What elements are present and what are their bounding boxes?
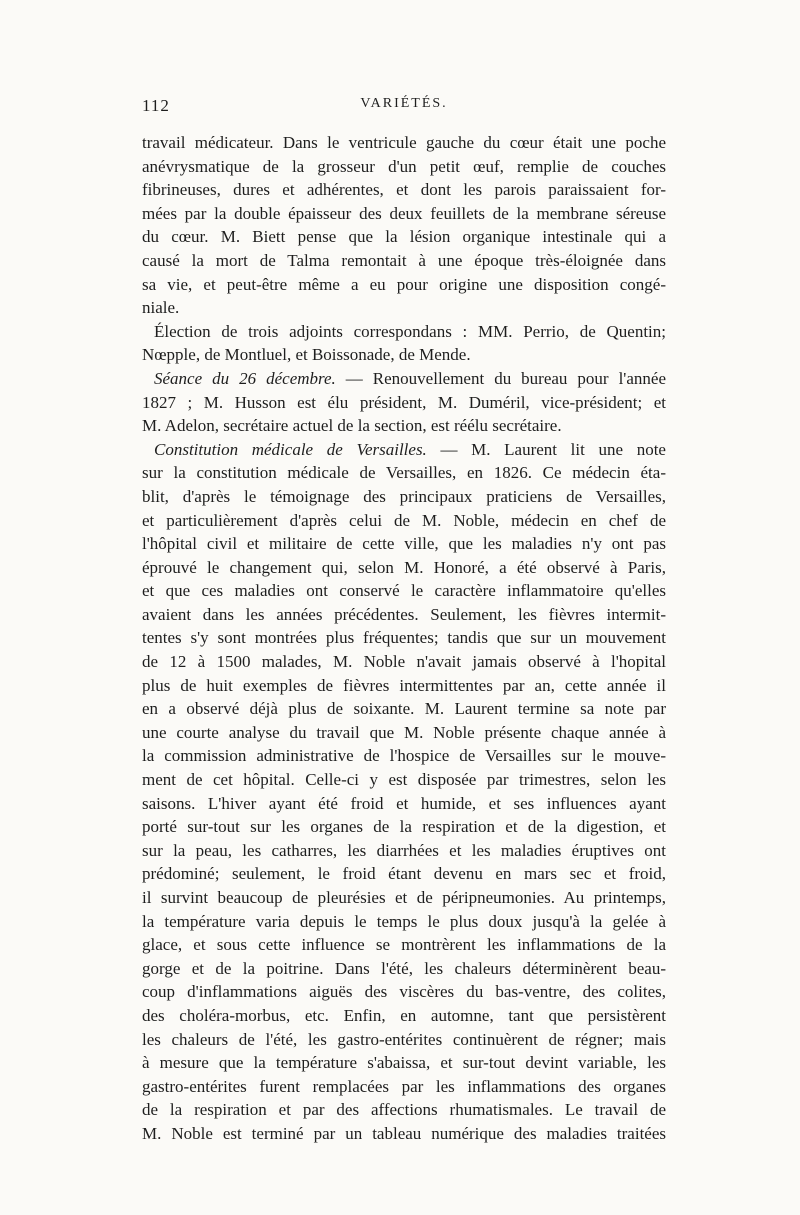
text-line: la commission administrative de l'hospice de Versailles sur le mouve- (142, 746, 666, 766)
text-line: il survint beaucoup de pleurésies et de péripneumonies. Au printemps, (142, 888, 666, 907)
text-line: avaient dans les années précédentes. Seulement, les fièvres intermit- (142, 604, 666, 624)
text-line: niale. (142, 298, 180, 318)
text-line: anévrysmatique de la grosseur d'un petit œuf, remplie de couches (142, 156, 666, 176)
text-line: fibrineuses, dures et adhérentes, et dont les parois paraissaient for- (142, 180, 666, 200)
text-line: saisons. L'hiver ayant été froid et humide, et ses influences ayant (142, 793, 666, 813)
heading-text: — M. Laurent lit une note (426, 439, 666, 459)
heading-text: — Renouvellement du bureau pour l'année (335, 368, 666, 388)
text-line: l'hôpital civil et militaire de cette ville, que les maladies n'y ont pas (142, 534, 666, 554)
text-line: M. Adelon, secrétaire actuel de la section, est réélu secrétaire. (142, 416, 562, 436)
text-line: gorge et de la poitrine. Dans l'été, les chaleurs déterminèrent beau- (142, 958, 666, 978)
text-line: mées par la double épaisseur des deux feuillets de la membrane séreuse (142, 203, 666, 223)
text-line: gastro-entérites furent remplacées par les inflammations des organes (142, 1076, 666, 1096)
text-line: sur la constitution médicale de Versailles, en 1826. Ce médecin éta- (142, 463, 666, 483)
text-line: en a observé déjà plus de soixante. M. Laurent termine sa note par (142, 699, 666, 719)
page-number: 112 (142, 96, 170, 115)
running-head (142, 96, 666, 120)
text-line: de 12 à 1500 malades, M. Noble n'avait jamais observé à l'hopital (142, 652, 666, 672)
text-line: une courte analyse du travail que M. Noble présente chaque année à (142, 722, 666, 742)
text-line (142, 367, 666, 391)
section-heading: Constitution médicale de Versailles. (154, 439, 427, 459)
text-line: la température varia depuis le temps le plus doux jusqu'à la gelée à (142, 911, 666, 931)
text-line: des choléra-morbus, etc. Enfin, en automne, tant que persistèrent (142, 1005, 666, 1025)
text-line: coup d'inflammations aiguës des viscères du bas-ventre, des colites, (142, 982, 666, 1002)
text-line: sur la peau, les catharres, les diarrhées et les maladies éruptives ont (142, 840, 666, 860)
text-line: M. Noble est terminé par un tableau numérique des maladies traitées (142, 1123, 666, 1143)
text-line: Élection de trois adjoints correspondans : MM. Perrio, de Quentin; (154, 321, 666, 341)
text-line: travail médicateur. Dans le ventricule gauche du cœur était une poche (142, 133, 666, 152)
text-line: prédominé; seulement, le froid étant devenu en mars sec et froid, (142, 864, 666, 884)
text-line: et particulièrement d'après celui de M. Noble, médecin en chef de (142, 510, 666, 530)
text-line: à mesure que la température s'abaissa, et sur-tout devint variable, les (142, 1053, 666, 1073)
text-line: du cœur. M. Biett pense que la lésion organique intestinale qui a (142, 227, 666, 247)
text-line: porté sur-tout sur les organes de la respiration et de la digestion, et (142, 817, 666, 837)
section-heading: Séance du 26 décembre. (154, 368, 336, 388)
text-line: 1827 ; M. Husson est élu président, M. Duméril, vice-président; et (142, 392, 666, 412)
running-title: VARIÉTÉS. (360, 96, 448, 111)
text-line (142, 438, 666, 462)
text-line: causé la mort de Talma remontait à une époque très-éloignée dans (142, 250, 666, 270)
body-text (142, 131, 666, 1146)
text-line: de la respiration et par des affections rhumatismales. Le travail de (142, 1100, 666, 1120)
text-line: et que ces maladies ont conservé le caractère inflammatoire qu'elles (142, 581, 666, 601)
text-line: tentes s'y sont montrées plus fréquentes; tandis que sur un mouvement (142, 628, 666, 648)
text-line: sa vie, et peut-être même a eu pour origine une disposition congé- (142, 274, 666, 294)
text-line: ment de cet hôpital. Celle-ci y est disposée par trimestres, selon les (142, 770, 666, 790)
text-line: plus de huit exemples de fièvres intermittentes par an, cette année il (142, 675, 666, 695)
text-line: Nœpple, de Montluel, et Boissonade, de Mende. (142, 345, 471, 365)
text-line: glace, et sous cette influence se montrèrent les inflammations de la (142, 935, 666, 955)
text-line: blit, d'après le témoignage des principaux praticiens de Versailles, (142, 486, 666, 506)
text-line: éprouvé le changement qui, selon M. Honoré, a été observé à Paris, (142, 557, 666, 577)
text-line: les chaleurs de l'été, les gastro-entérites continuèrent de régner; mais (142, 1029, 666, 1049)
